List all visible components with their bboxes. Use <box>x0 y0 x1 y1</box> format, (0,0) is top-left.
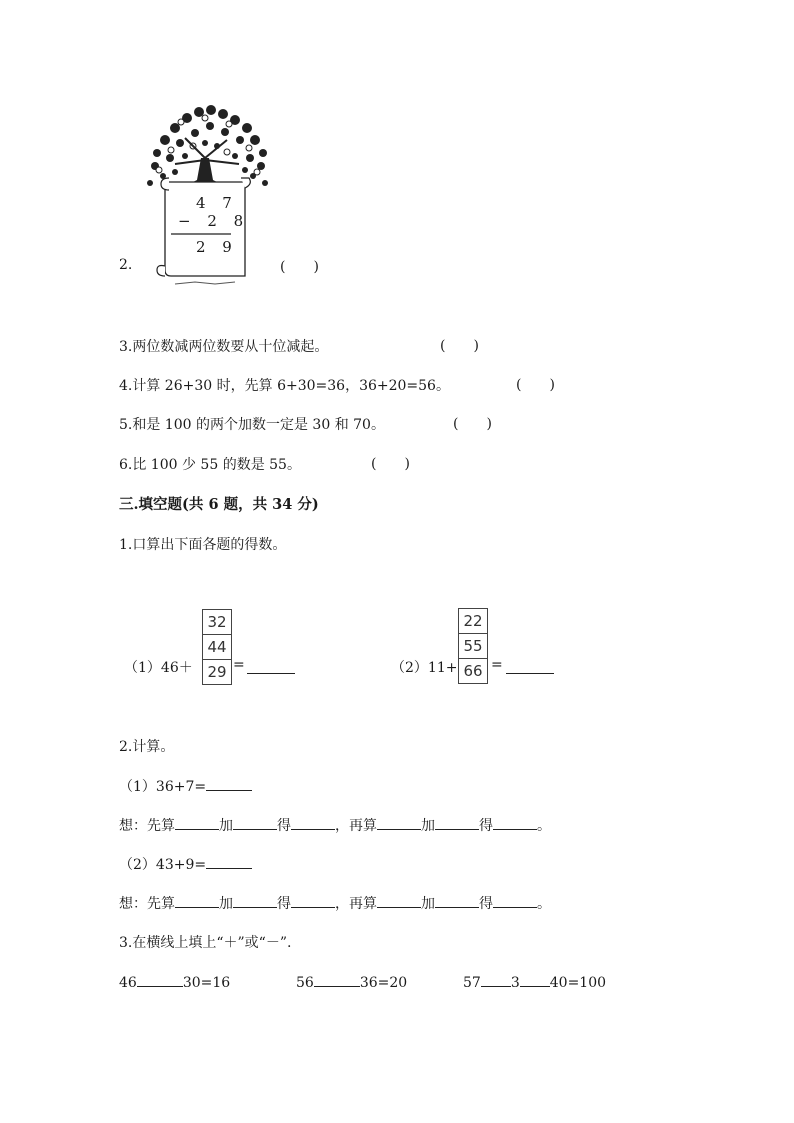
fill-question-2-text: 2.计算。 <box>119 739 175 755</box>
sign-equation-2 <box>296 972 407 991</box>
answer-blank[interactable] <box>377 893 421 908</box>
answer-blank[interactable] <box>314 972 360 987</box>
stack-1-value: 44 <box>203 634 231 659</box>
answer-blank-q1-1[interactable] <box>247 659 295 678</box>
stack-1-value: 29 <box>203 659 231 684</box>
scroll-top-number: 4 7 <box>196 194 238 212</box>
answer-parentheses-q2[interactable]: ( ) <box>280 259 319 275</box>
answer-parentheses-q5[interactable]: ( ) <box>453 416 492 432</box>
equals-sign-2: = <box>491 657 503 673</box>
think-add: 加 <box>219 896 233 912</box>
answer-blank[interactable] <box>175 815 219 830</box>
think-then: ，再算 <box>335 896 377 912</box>
fill-q2-part1 <box>119 776 252 796</box>
think-get: 得 <box>479 818 493 834</box>
think-label: 想：先算 <box>119 818 175 834</box>
equals-sign-1: = <box>233 657 245 673</box>
fill-q2-part2-expression: （2）43+9= <box>119 857 207 873</box>
equation-term: 36=20 <box>359 975 408 991</box>
stack-2-value: 22 <box>463 612 483 630</box>
number-stack-1 <box>202 609 232 685</box>
question-3-text: 3.两位数减两位数要从十位减起。 <box>119 339 329 355</box>
answer-blank[interactable] <box>493 893 537 908</box>
answer-blank[interactable] <box>493 815 537 830</box>
answer-blank[interactable] <box>206 854 252 869</box>
question-6-text: 6.比 100 少 55 的数是 55。 <box>119 457 301 473</box>
question-5-text: 5.和是 100 的两个加数一定是 30 和 70。 <box>119 417 385 433</box>
question-4-text: 4.计算 26+30 时，先算 6+30=36，36+20=56。 <box>119 378 450 394</box>
section-3-heading: 三.填空题(共 6 题，共 34 分) <box>119 496 319 513</box>
number-stack-2 <box>458 608 488 684</box>
answer-blank[interactable] <box>435 893 479 908</box>
fill-q2-part1-expression: （1）36+7= <box>119 779 207 795</box>
equation-term: 56 <box>296 975 314 991</box>
scroll-middle-number: − 2 8 <box>178 212 250 230</box>
think-get: 得 <box>277 818 291 834</box>
fill-q1-part1-label: （1）46＋ <box>124 660 193 676</box>
stack-2-value: 55 <box>459 633 487 658</box>
fill-q2-part2 <box>119 854 252 874</box>
fill-question-3-text: 3.在横线上填上“＋”或“－”. <box>119 935 292 951</box>
answer-blank[interactable] <box>291 893 335 908</box>
answer-blank[interactable] <box>377 815 421 830</box>
equation-term: 40=100 <box>549 975 607 991</box>
equation-term: 30=16 <box>182 975 231 991</box>
answer-blank[interactable] <box>435 815 479 830</box>
answer-parentheses-q3[interactable]: ( ) <box>440 338 479 354</box>
equation-term: 3 <box>510 975 520 991</box>
stack-2-value: 66 <box>459 658 487 683</box>
think-get: 得 <box>277 896 291 912</box>
sign-equation-3 <box>463 972 606 991</box>
think-then: ，再算 <box>335 818 377 834</box>
answer-blank[interactable] <box>206 776 252 791</box>
answer-parentheses-q4[interactable]: ( ) <box>516 377 555 393</box>
answer-blank[interactable] <box>520 972 550 987</box>
think-get: 得 <box>479 896 493 912</box>
question-2-number: 2. <box>119 257 133 273</box>
scroll-result-number: 2 9 <box>196 238 238 256</box>
answer-blank[interactable] <box>137 972 183 987</box>
think-label: 想：先算 <box>119 896 175 912</box>
think-add: 加 <box>421 818 435 834</box>
stack-1-value: 32 <box>207 613 227 631</box>
answer-blank-q1-2[interactable] <box>506 659 554 678</box>
answer-blank[interactable] <box>291 815 335 830</box>
think-line-1 <box>119 815 551 835</box>
equation-term: 46 <box>119 975 137 991</box>
equation-term: 57 <box>463 975 481 991</box>
answer-parentheses-q6[interactable]: ( ) <box>371 456 410 472</box>
answer-blank[interactable] <box>481 972 511 987</box>
answer-blank[interactable] <box>175 893 219 908</box>
think-add: 加 <box>219 818 233 834</box>
fill-q1-part2-label: （2）11+ <box>391 660 458 676</box>
answer-blank[interactable] <box>233 893 277 908</box>
fill-question-1-text: 1.口算出下面各题的得数。 <box>119 537 287 553</box>
think-add: 加 <box>421 896 435 912</box>
answer-blank[interactable] <box>233 815 277 830</box>
think-end: 。 <box>537 818 551 834</box>
think-line-2 <box>119 893 551 913</box>
sign-equation-1 <box>119 972 230 991</box>
think-end: 。 <box>537 896 551 912</box>
